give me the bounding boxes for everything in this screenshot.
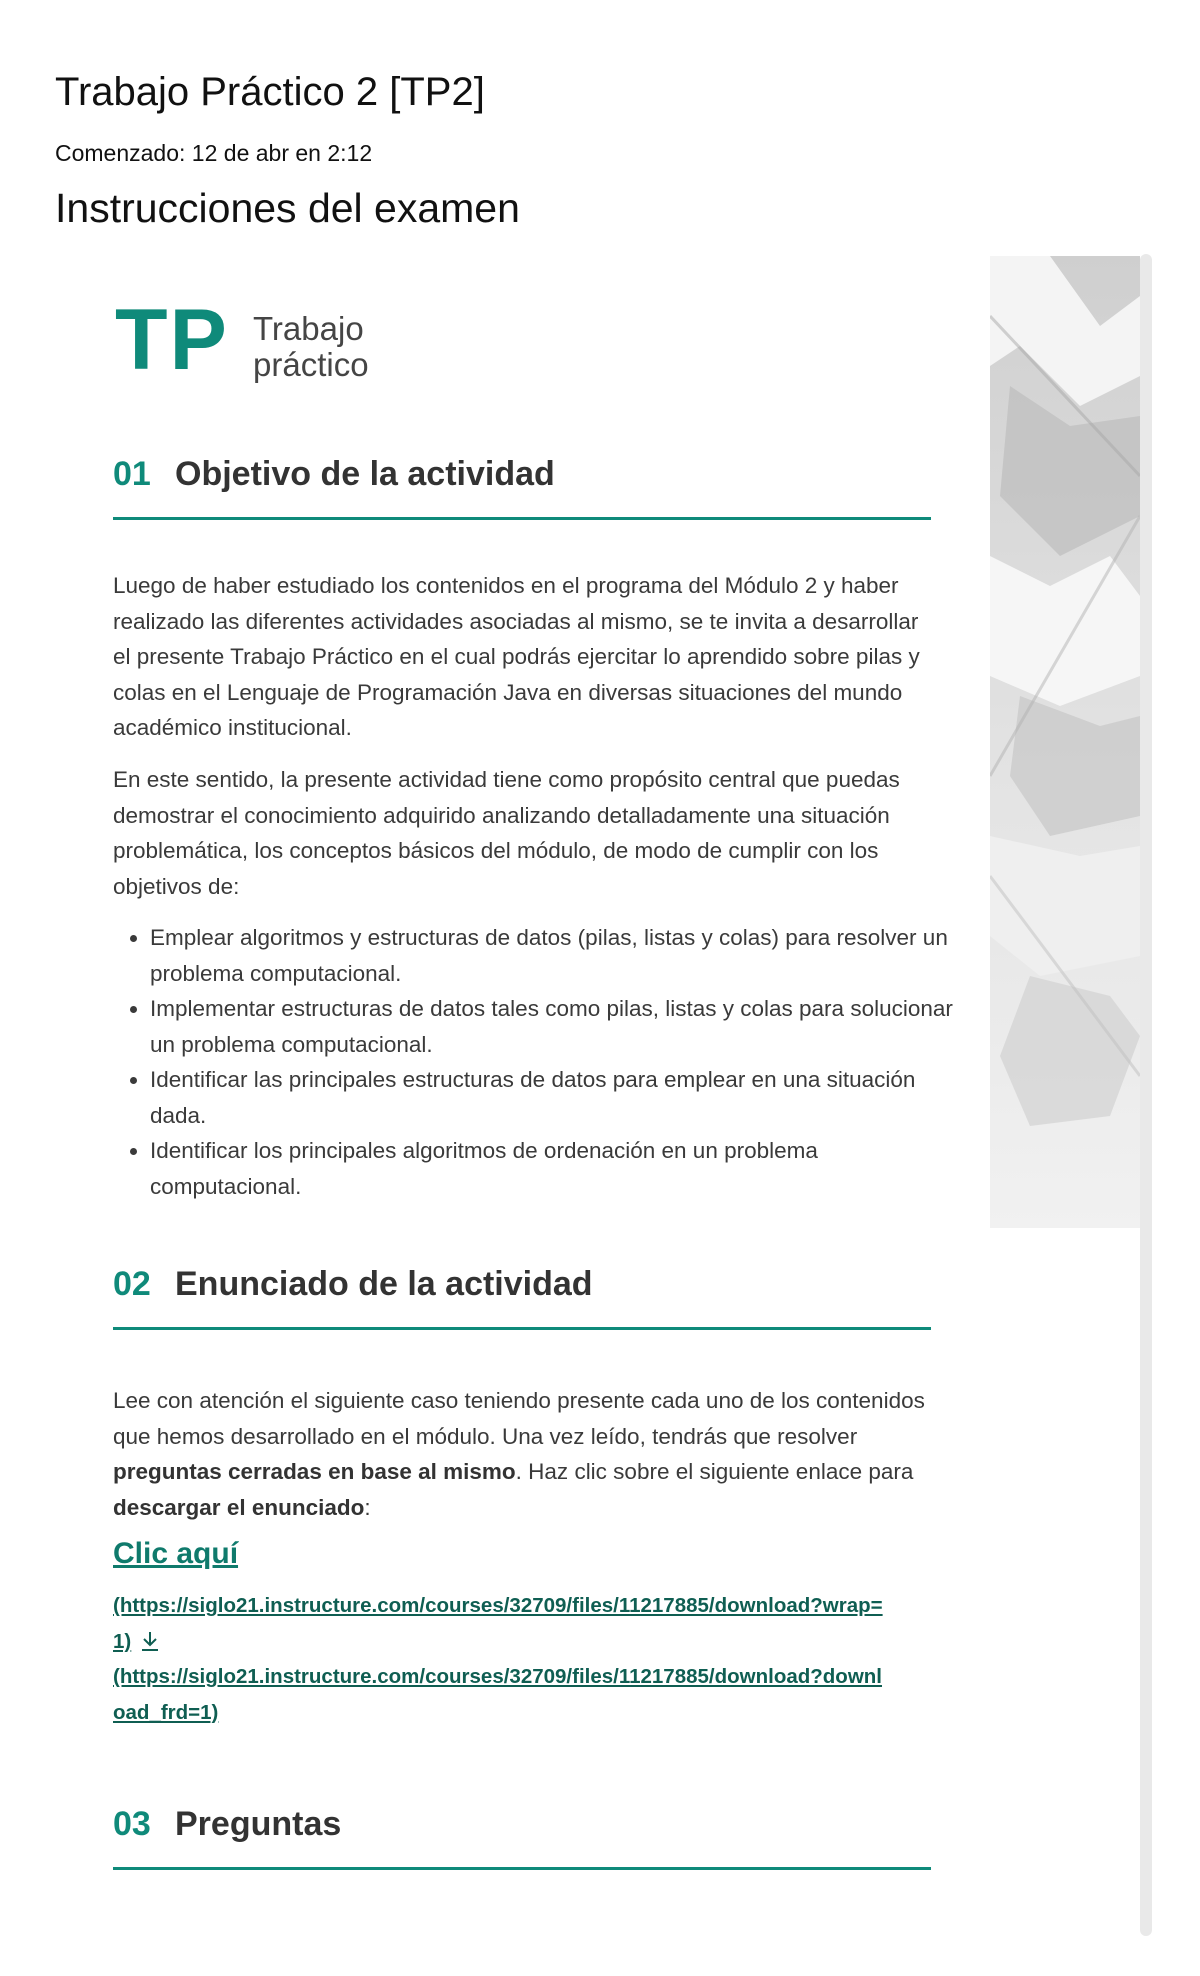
instructions-title: Instrucciones del examen: [55, 185, 520, 231]
file-download-link[interactable]: (https://siglo21.instructure.com/courses/32709/files/11217885/download?download_frd=1): [113, 1665, 882, 1724]
statement-text: :: [364, 1494, 371, 1520]
section-01-header: [113, 455, 931, 525]
side-decorative-image: [990, 256, 1140, 1228]
clic-aqui-link[interactable]: Clic aquí: [113, 1537, 239, 1570]
objectives-list: [113, 920, 968, 1204]
logo-line-1: Trabajo: [253, 310, 364, 347]
section-divider: [113, 1867, 931, 1870]
section-number: 01: [113, 455, 151, 493]
logo-mark: TP: [115, 292, 229, 388]
vertical-scrollbar[interactable]: [1140, 254, 1152, 1936]
tp-logo: [113, 292, 413, 388]
objective-paragraph-1: Luego de haber estudiado los contenidos en el programa del Módulo 2 y haber realizado las diferentes actividades asociadas al mismo, se te invita a desarrollar el presente Trabajo Práctico en el cual podrás ejercitar lo aprendido sobre pilas y colas en el Lenguaje de Programación Java en diversas situaciones del mundo académico institucional.: [113, 573, 920, 740]
download-links: [113, 1588, 893, 1730]
page-title: Trabajo Práctico 2 [TP2]: [55, 70, 485, 114]
list-item: • Identificar las principales estructuras de datos para emplear en una situación dada.: [150, 1062, 968, 1133]
section-number: 02: [113, 1265, 151, 1303]
file-preview-link[interactable]: (https://siglo21.instructure.com/courses/32709/files/11217885/download?wrap=1): [113, 1594, 883, 1653]
section-02-header: [113, 1265, 931, 1335]
list-item: • Emplear algoritmos y estructuras de datos (pilas, listas y colas) para resolver un problema computacional.: [150, 920, 968, 991]
statement-paragraph: [113, 1383, 931, 1525]
statement-bold-text: preguntas cerradas en base al mismo: [113, 1459, 516, 1484]
list-item: • Identificar los principales algoritmos de ordenación en un problema computacional.: [150, 1133, 968, 1204]
section-title: Objetivo de la actividad: [175, 455, 555, 493]
section-number: 03: [113, 1805, 151, 1843]
statement-text: Lee con atención el siguiente caso teniendo presente cada uno de los contenidos que hemos desarrollado en el módulo. Una vez leído, tendrás que resolver: [113, 1388, 925, 1449]
list-item: • Implementar estructuras de datos tales como pilas, listas y colas para solucionar un problema computacional.: [150, 991, 968, 1062]
logo-line-2: práctico: [253, 346, 369, 383]
section-03-header: [113, 1805, 931, 1875]
logo-subtitle: [253, 311, 369, 383]
statement-text: . Haz clic sobre el siguiente enlace para: [515, 1459, 914, 1484]
objective-paragraph-2: En este sentido, la presente actividad tiene como propósito central que puedas demostrar el conocimiento adquirido analizando detalladamente una situación problemática, los conceptos básicos del módulo, de modo de cumplir con los objetivos de:: [113, 767, 900, 899]
started-timestamp: Comenzado: 12 de abr en 2:12: [55, 140, 373, 166]
section-title: Preguntas: [175, 1805, 342, 1843]
download-icon[interactable]: [139, 1628, 161, 1650]
section-divider: [113, 1327, 931, 1330]
statement-bold-text: descargar el enunciado: [113, 1494, 365, 1520]
section-title: Enunciado de la actividad: [175, 1265, 593, 1303]
section-divider: [113, 517, 931, 520]
